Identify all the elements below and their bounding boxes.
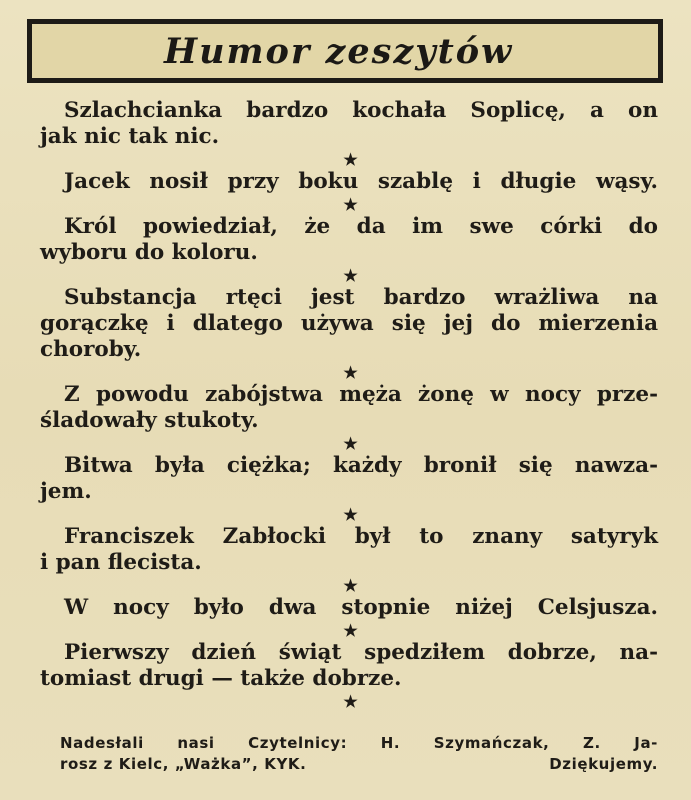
star-separator-icon: ★	[343, 266, 358, 285]
joke-item	[40, 285, 658, 363]
thanks-text: Dziękujemy.	[549, 755, 658, 773]
joke-line: Szlachcianka bardzo kochała Soplicę, a on	[64, 98, 658, 123]
joke-line: tomiast drugi — także dobrze.	[40, 666, 402, 691]
joke-line: choroby.	[40, 337, 142, 362]
star-separator-icon: ★	[343, 434, 358, 453]
jokes-list	[40, 98, 658, 711]
joke-item	[40, 595, 658, 621]
page-title: Humor zeszytów	[164, 30, 514, 72]
star-separator-icon: ★	[343, 576, 358, 595]
credits-line-2	[60, 754, 658, 775]
joke-line: jem.	[40, 479, 92, 504]
joke-item	[40, 640, 658, 692]
joke-item	[40, 98, 658, 150]
joke-line: W nocy było dwa stopnie niżej Celsjusza.	[64, 595, 658, 620]
star-separator-icon: ★	[343, 692, 358, 711]
title-banner	[27, 19, 663, 83]
credits-names: rosz z Kielc, „Ważka”, KYK.	[60, 755, 307, 773]
star-separator-icon: ★	[343, 363, 358, 382]
joke-item	[40, 169, 658, 195]
star-separator-icon: ★	[343, 621, 358, 640]
joke-line: gorączkę i dlatego używa się jej do mierzenia	[40, 311, 658, 336]
joke-line: Franciszek Zabłocki był to znany satyryk	[64, 524, 658, 549]
joke-item	[40, 214, 658, 266]
star-separator-icon: ★	[343, 150, 358, 169]
credits-footer	[60, 733, 658, 775]
joke-item	[40, 453, 658, 505]
joke-line: Jacek nosił przy boku szablę i długie wąsy.	[64, 169, 658, 194]
joke-line: i pan flecista.	[40, 550, 202, 575]
joke-line: Pierwszy dzień świąt spedziłem dobrze, na-	[64, 640, 658, 665]
joke-line: Substancja rtęci jest bardzo wrażliwa na	[64, 285, 658, 310]
joke-line: Z powodu zabójstwa męża żonę w nocy prze-	[64, 382, 658, 407]
star-separator-icon: ★	[343, 195, 358, 214]
joke-item	[40, 382, 658, 434]
joke-line: śladowały stukoty.	[40, 408, 259, 433]
star-separator-icon: ★	[343, 505, 358, 524]
joke-line: Bitwa była ciężka; każdy bronił się nawza-	[64, 453, 658, 478]
joke-line: jak nic tak nic.	[40, 124, 220, 149]
joke-line: Król powiedział, że da im swe córki do	[64, 214, 658, 239]
credits-line: Nadesłali nasi Czytelnicy: H. Szymańczak, Z. Ja-	[60, 734, 658, 752]
joke-item	[40, 524, 658, 576]
joke-line: wyboru do koloru.	[40, 240, 258, 265]
